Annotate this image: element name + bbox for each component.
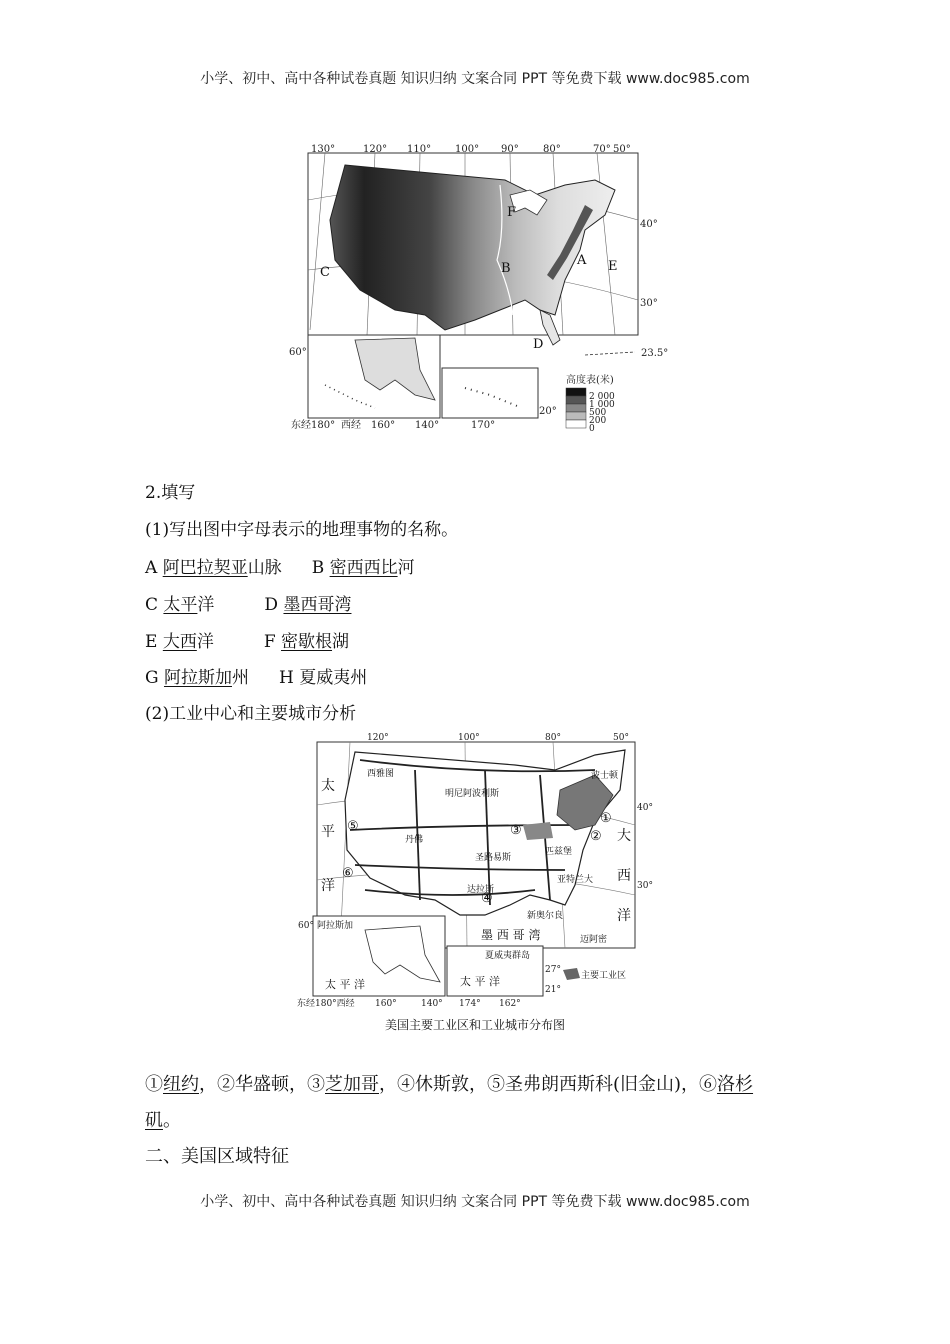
alaska-lat-label: 60° [298,921,314,931]
hawaii-ocean-label: 太 平 洋 [460,975,500,988]
marker-3: ③ [510,823,522,838]
answer-b: 密西西比 [329,558,398,578]
map-letter-e: E [608,259,618,274]
cities-answer-cont: 矶。 [145,1110,181,1131]
lat-label: 40° [640,219,658,230]
answer-city-6a: 洛杉 [717,1074,754,1095]
map-letter-d: D [533,337,544,352]
page-header: 小学、初中、高中各种试卷真题 知识归纳 文案合同 PPT 等免费下载 www.doc985.com [200,71,750,87]
answer-row-cd: C 太平洋 D 墨西哥湾 [145,595,352,615]
lon-label: 50° [613,733,629,743]
relief-map-figure [285,140,670,440]
lon-label: 70° [593,144,611,155]
gulf-label: 墨 西 哥 湾 [481,928,541,942]
city-label: 达拉斯 [467,885,495,895]
city-label: 新奥尔良 [527,911,564,921]
industrial-map-figure [295,730,660,1012]
lat-label: 30° [640,298,658,309]
answer-h: 夏威夷 [299,668,351,688]
lon-label: 100° [458,733,480,743]
lon-label: 130° [311,144,336,155]
city-label: 亚特兰大 [557,875,594,885]
lon-label: 170° [471,420,496,431]
answer-a: 阿巴拉契亚 [162,558,248,578]
lon-label: 174° [459,999,481,1009]
lon-label: 80° [545,733,561,743]
city-label: 波士顿 [591,771,619,781]
lon-label: 100° [455,144,480,155]
lat-label: 40° [637,803,653,813]
lon-label: 80° [543,144,561,155]
city-label: 明尼阿波利斯 [445,789,500,799]
city-label: 匹兹堡 [545,847,573,857]
lon-label: 160° [371,420,396,431]
answer-row-ab: A 阿巴拉契亚山脉 B 密西西比河 [145,558,415,578]
map-letter-b: B [501,261,511,276]
hawaii-lat-label: 21° [545,985,561,995]
answer-city-6b: 矶 [145,1110,163,1131]
city-label: 圣路易斯 [475,853,512,863]
marker-5: ⑤ [347,819,359,834]
map-letter-f: F [507,205,517,220]
pacific-char: 洋 [321,878,335,894]
lon-label: 110° [407,144,432,155]
question-2: (2)工业中心和主要城市分析 [145,704,357,724]
answer-row-ef: E 大西洋 F 密歇根湖 [145,632,350,652]
lat-label: 23.5° [641,348,669,359]
city-label: 丹佛 [405,835,424,845]
lon-label: 162° [499,999,521,1009]
lon-label: 120° [367,733,389,743]
alaska-lat-label: 60° [289,347,307,358]
map-letter-c: C [320,265,330,280]
lon-label: 西经 [341,420,361,431]
answer-e: 大西 [162,632,197,652]
question-1: (1)写出图中字母表示的地理事物的名称。 [145,520,459,540]
lon-label: 50° [613,144,631,155]
hawaii-label: 夏威夷群岛 [485,951,531,961]
cities-answer: ①纽约，②华盛顿，③芝加哥，④休斯敦，⑤圣弗朗西斯科(旧金山)，⑥洛杉 [145,1074,754,1095]
pacific-char: 平 [321,824,335,840]
city-label: 西雅图 [367,769,395,779]
answer-row-gh: G 阿拉斯加州 H 夏威夷州 [145,668,368,688]
lon-label: 东经180°西经 [297,999,355,1009]
lon-label: 140° [415,420,440,431]
lat-label: 30° [637,881,653,891]
lon-label: 东经180° [291,420,336,431]
figure-caption: 美国主要工业区和工业城市分布图 [384,1018,565,1032]
legend-title: 高度表(米) [566,375,614,386]
map-letter-a: A [577,253,587,268]
lon-label: 160° [375,999,397,1009]
atlantic-char: 大 [617,828,631,844]
alaska-label: 阿拉斯加 [317,921,354,931]
legend-value: 2 000 [589,392,615,402]
atlantic-char: 洋 [617,908,631,924]
answer-d: 墨西哥湾 [283,595,352,615]
marker-4: ④ [481,891,493,906]
answer-f: 密歇根 [281,632,333,652]
legend-value: 200 [589,416,607,426]
marker-6: ⑥ [342,866,354,881]
hawaii-lat-label: 27° [545,965,561,975]
industrial-map [295,730,660,1012]
lon-label: 90° [501,144,519,155]
relief-map [285,140,670,440]
lon-label: 140° [421,999,443,1009]
legend-value: 0 [589,424,595,434]
city-label: 迈阿密 [580,935,608,945]
hawaii-lat-label: 20° [539,406,557,417]
page-footer: 小学、初中、高中各种试卷真题 知识归纳 文案合同 PPT 等免费下载 www.doc985.com [200,1194,750,1210]
next-section-heading: 二、美国区域特征 [145,1146,289,1167]
answer-g: 阿拉斯加 [163,668,232,688]
legend-label: 主要工业区 [581,971,627,981]
section-heading: 2.填写 [145,483,196,503]
marker-1: ① [600,811,612,826]
answer-city-1: 纽约 [163,1074,199,1095]
atlantic-char: 西 [617,868,631,884]
answer-c: 太平 [163,595,198,615]
alaska-ocean-label: 太 平 洋 [325,978,365,991]
answer-city-3: 芝加哥 [325,1074,379,1095]
legend-value: 1 000 [589,400,615,410]
legend-value: 500 [589,408,607,418]
pacific-char: 太 [321,778,335,794]
marker-2: ② [590,829,602,844]
lon-label: 120° [363,144,388,155]
